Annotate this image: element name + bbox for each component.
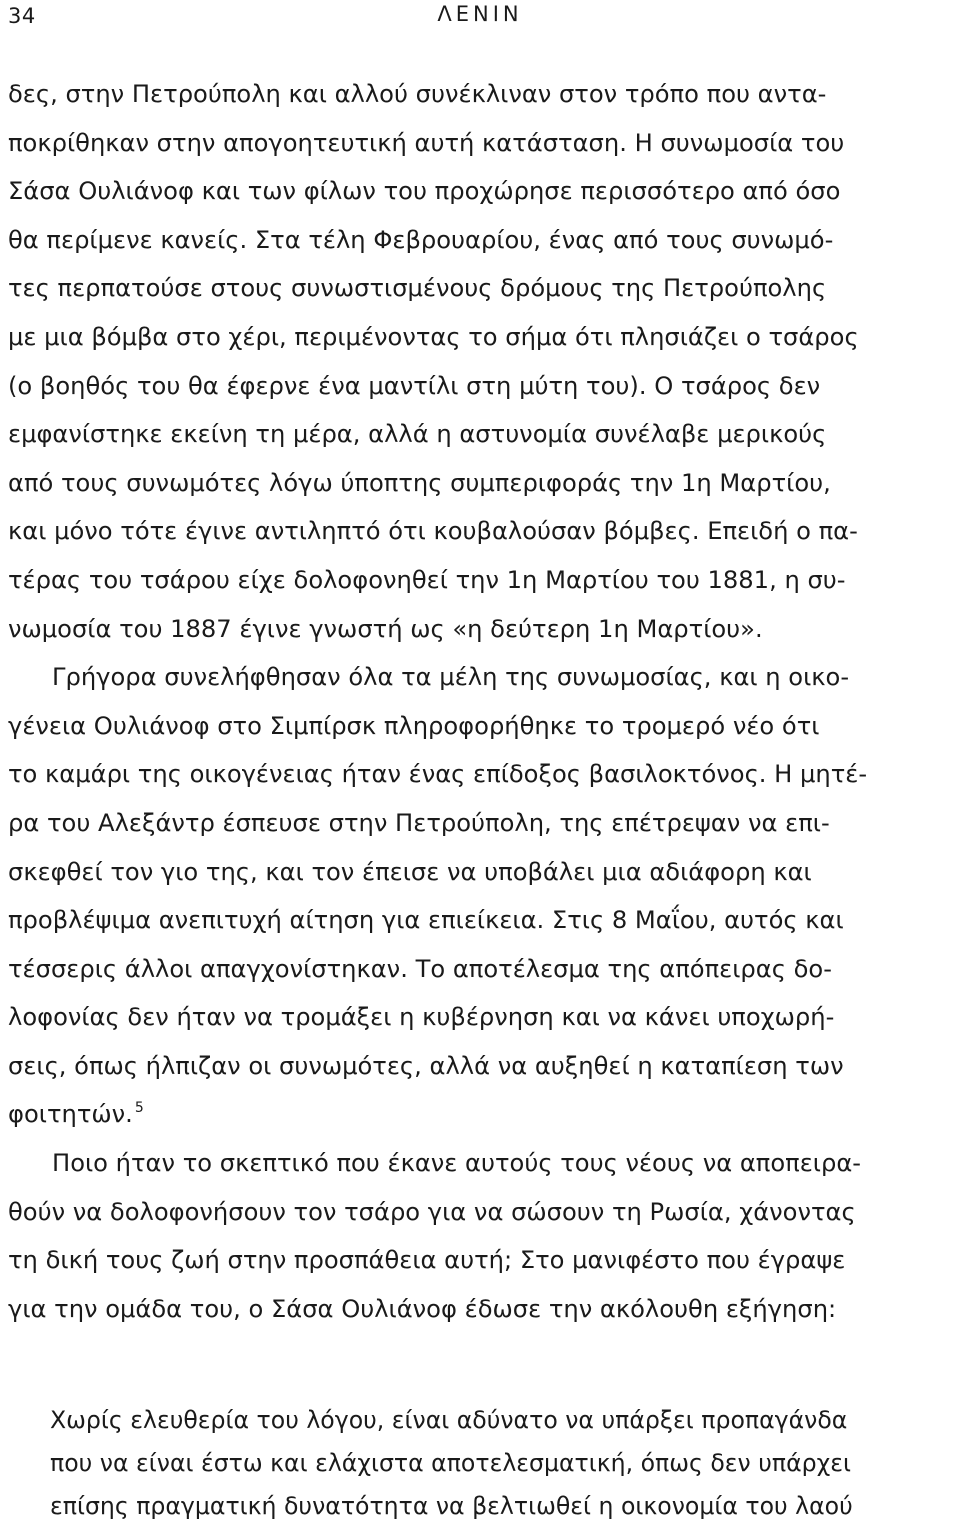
running-title: ΛΕΝΙΝ — [437, 2, 523, 26]
text-line: σκεφθεί τον γιο της, και τον έπεισε να υποβάλει μια αδιάφορη και — [8, 857, 812, 886]
text-line: Γρήγορα συνελήφθησαν όλα τα μέλη της συνωμοσίας, και η οικο- — [52, 663, 850, 692]
text-line: Ποιο ήταν το σκεπτικό που έκανε αυτούς τους νέους να αποπειρα- — [52, 1149, 862, 1178]
text-line: Σάσα Ουλιάνοφ και των φίλων του προχώρησε περισσότερο από όσο — [8, 177, 841, 206]
page-number: 34 — [8, 4, 36, 28]
text-line: ποκρίθηκαν στην απογοητευτική αυτή κατάσταση. Η συνωμοσία του — [8, 128, 845, 157]
paragraph-1 — [8, 70, 954, 653]
text-line: από τους συνωμότες λόγω ύποπτης συμπεριφοράς την 1η Μαρτίου, — [8, 468, 831, 497]
paragraph-2 — [8, 653, 954, 1139]
text-line: τη δική τους ζωή στην προσπάθεια αυτή; Στο μανιφέστο που έγραψε — [8, 1246, 846, 1275]
text-line: με μια βόμβα στο χέρι, περιμένοντας το σήμα ότι πλησιάζει ο τσάρος — [8, 322, 859, 351]
text-line-content: φοιτητών. — [8, 1100, 133, 1129]
text-line: γένεια Ουλιάνοφ στο Σιμπίρσκ πληροφορήθηκε το τρομερό νέο ότι — [8, 711, 820, 740]
quote-line: που να είναι έστω και ελάχιστα αποτελεσματική, όπως δεν υπάρχει — [50, 1448, 851, 1477]
text-line: για την ομάδα του, ο Σάσα Ουλιάνοφ έδωσε την ακόλουθη εξήγηση: — [8, 1294, 837, 1323]
text-line: θούν να δολοφονήσουν τον τσάρο για να σώσουν τη Ρωσία, χάνοντας — [8, 1197, 856, 1226]
text-line: δες, στην Πετρούπολη και αλλού συνέκλιναν στον τρόπο που αντα- — [8, 80, 827, 108]
quote-line: Χωρίς ελευθερία του λόγου, είναι αδύνατο να υπάρξει προπαγάνδα — [50, 1406, 848, 1434]
text-line: θα περίμενε κανείς. Στα τέλη Φεβρουαρίου, ένας από τους συνωμό- — [8, 225, 834, 254]
text-line: νωμοσία του 1887 έγινε γνωστή ως «η δεύτερη 1η Μαρτίου». — [8, 614, 763, 643]
text-line-with-footnote — [8, 1090, 954, 1139]
text-line: σεις, όπως ήλπιζαν οι συνωμότες, αλλά να αυξηθεί η καταπίεση των — [8, 1051, 844, 1080]
text-line: εμφανίστηκε εκείνη τη μέρα, αλλά η αστυνομία συνέλαβε μερικούς — [8, 420, 827, 449]
text-line: και μόνο τότε έγινε αντιληπτό ότι κουβαλούσαν βόμβες. Επειδή ο πα- — [8, 517, 858, 546]
text-line: ρα του Αλεξάντρ έσπευσε στην Πετρούπολη, της επέτρεψαν να επι- — [8, 808, 830, 837]
text-line: λοφονίας δεν ήταν να τρομάξει η κυβέρνηση και να κάνει υποχωρή- — [8, 1003, 835, 1032]
page-header — [0, 0, 960, 40]
block-quote — [50, 1399, 955, 1527]
text-line: τέρας του τσάρου είχε δολοφονηθεί την 1η Μαρτίου του 1881, η συ- — [8, 565, 846, 594]
text-line: (ο βοηθός του θα έφερνε ένα μαντίλι στη μύτη του). Ο τσάρος δεν — [8, 371, 821, 400]
text-line: προβλέψιμα ανεπιτυχή αίτηση για επιείκεια. Στις 8 Μαΐου, αυτός και — [8, 906, 844, 935]
text-line: τες περπατούσε στους συνωστισμένους δρόμους της Πετρούπολης — [8, 274, 827, 303]
text-line: τέσσερις άλλοι απαγχονίστηκαν. Το αποτέλεσμα της απόπειρας δο- — [8, 954, 832, 983]
text-line: το καμάρι της οικογένειας ήταν ένας επίδοξος βασιλοκτόνος. Η μητέ- — [8, 760, 868, 789]
body-text — [8, 70, 954, 1333]
paragraph-3 — [8, 1139, 954, 1333]
quote-line: επίσης πραγματική δυνατότητα να βελτιωθεί η οικονομία του λαού — [50, 1491, 853, 1520]
footnote-marker: 5 — [134, 1100, 144, 1117]
